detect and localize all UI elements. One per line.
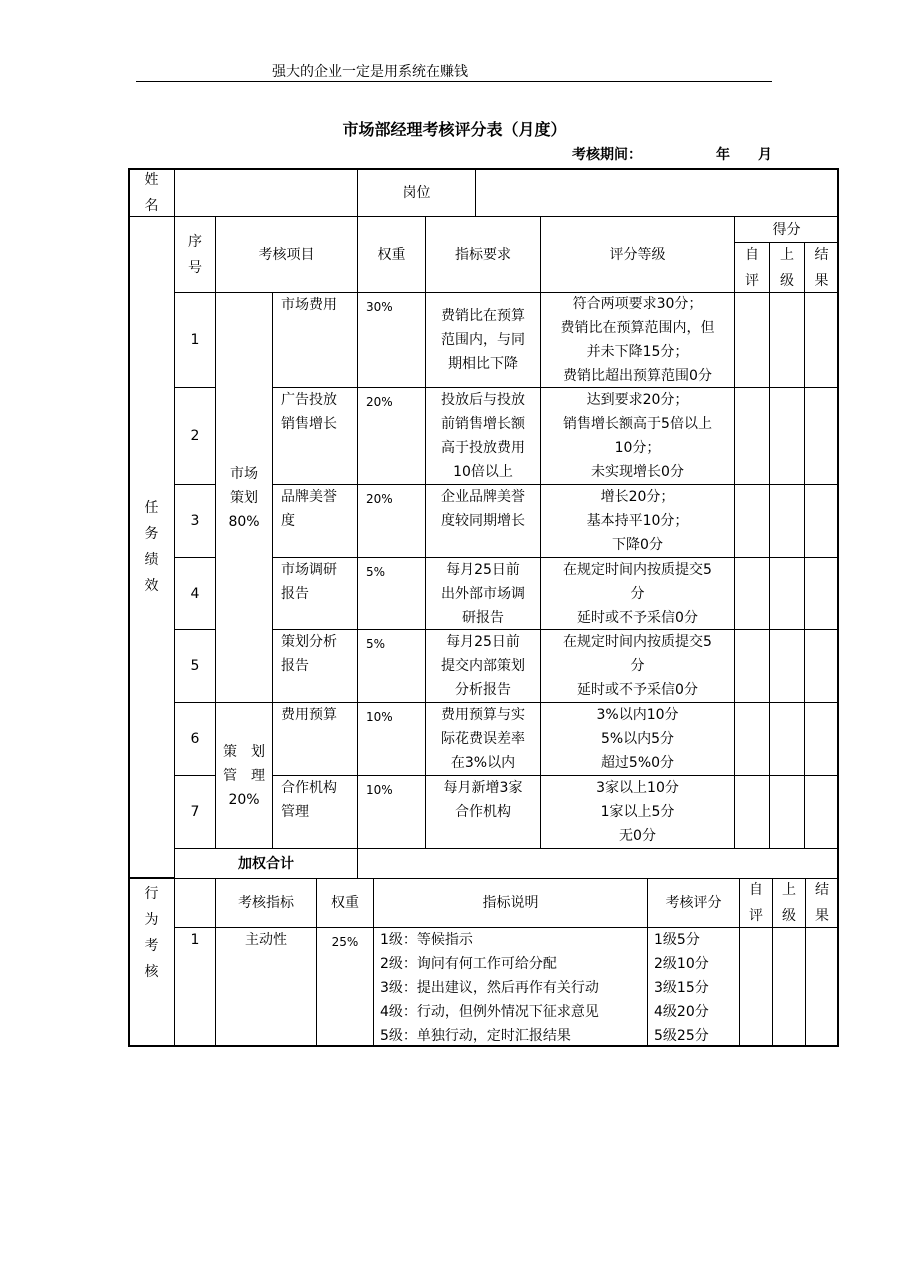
task-row-2-item: 广告投放 销售增长	[272, 387, 358, 485]
task-row-4-weight: 5%	[357, 557, 426, 630]
task-row-4-grading: 在规定时间内按质提交5 分 延时或不予采信0分	[540, 557, 735, 630]
task-header-weight: 权重	[357, 216, 426, 293]
period-year: 年	[716, 147, 730, 163]
table-outer-border	[128, 168, 839, 1047]
document-title: 市场部经理考核评分表（月度）	[342, 120, 567, 139]
weighted-total-label: 加权合计	[174, 848, 358, 879]
behavior-header-self: 自 评	[739, 878, 773, 928]
task-row-7-no: 7	[174, 775, 216, 849]
task-row-1-item: 市场费用	[272, 292, 358, 388]
behavior-header-indicator: 考核指标	[215, 878, 317, 928]
task-row-7-requirement: 每月新增3家 合作机构	[425, 775, 541, 849]
behavior-section-label: 行 为 考 核	[128, 878, 175, 1047]
behavior-header-description: 指标说明	[373, 878, 648, 928]
behavior-header-result: 结 果	[805, 878, 839, 928]
behavior-header-score: 考核评分	[647, 878, 740, 928]
task-row-6-no: 6	[174, 702, 216, 776]
behavior-header-superior: 上 级	[772, 878, 806, 928]
behavior-row-1-no: 1	[174, 927, 216, 1047]
task-header-seq: 序 号	[174, 216, 216, 293]
task-row-4-requirement: 每月25日前 出外部市场调 研报告	[425, 557, 541, 630]
task-row-2-requirement: 投放后与投放 前销售增长额 高于投放费用 10倍以上	[425, 387, 541, 485]
task-row-5-no: 5	[174, 629, 216, 703]
task-row-6-weight: 10%	[357, 702, 426, 776]
task-header-self: 自 评	[734, 242, 770, 293]
task-row-5-requirement: 每月25日前 提交内部策划 分析报告	[425, 629, 541, 703]
task-header-superior: 上 级	[769, 242, 805, 293]
task-row-3-no: 3	[174, 484, 216, 558]
task-row-6-grading: 3%以内10分 5%以内5分 超过5%0分	[540, 702, 735, 776]
task-row-7-weight: 10%	[357, 775, 426, 849]
task-row-4-item: 市场调研 报告	[272, 557, 358, 630]
task-header-score: 得分	[734, 216, 839, 243]
task-row-3-weight: 20%	[357, 484, 426, 558]
period-label: 考核期间：	[572, 147, 642, 163]
task-row-1-weight: 30%	[357, 292, 426, 388]
task-header-result: 结 果	[804, 242, 839, 293]
task-row-1-requirement: 费销比在预算 范围内，与同 期相比下降	[425, 292, 541, 388]
header-slogan: 强大的企业一定是用系统在赚钱	[272, 64, 468, 80]
behavior-header-weight: 权重	[316, 878, 374, 928]
task-row-5-item: 策划分析 报告	[272, 629, 358, 703]
task-row-7-item: 合作机构 管理	[272, 775, 358, 849]
task-row-1-grading: 符合两项要求30分； 费销比在预算范围内，但 并未下降15分； 费销比超出预算范围0分	[540, 292, 735, 388]
task-header-requirement: 指标要求	[425, 216, 541, 293]
position-label: 岗位	[357, 168, 476, 217]
task-row-6-item: 费用预算	[272, 702, 358, 776]
task-row-7-grading: 3家以上10分 1家以上5分 无0分	[540, 775, 735, 849]
group-market-planning: 市场 策划 80%	[215, 292, 273, 703]
task-row-2-weight: 20%	[357, 387, 426, 485]
task-header-grading: 评分等级	[540, 216, 735, 293]
task-row-4-no: 4	[174, 557, 216, 630]
task-row-6-requirement: 费用预算与实 际花费误差率 在3%以内	[425, 702, 541, 776]
behavior-row-1-score-levels: 1级5分 2级10分 3级15分 4级20分 5级25分	[647, 927, 740, 1047]
task-row-2-no: 2	[174, 387, 216, 485]
header-divider	[136, 81, 772, 82]
period-month: 月	[758, 147, 772, 163]
task-header-item: 考核项目	[215, 216, 358, 293]
behavior-row-1-weight: 25%	[316, 927, 374, 1047]
task-row-3-requirement: 企业品牌美誉 度较同期增长	[425, 484, 541, 558]
behavior-row-1-indicator: 主动性	[215, 927, 317, 1047]
task-row-5-grading: 在规定时间内按质提交5 分 延时或不予采信0分	[540, 629, 735, 703]
name-label: 姓 名	[128, 168, 175, 217]
task-row-3-grading: 增长20分； 基本持平10分； 下降0分	[540, 484, 735, 558]
task-row-2-grading: 达到要求20分； 销售增长额高于5倍以上 10分； 未实现增长0分	[540, 387, 735, 485]
behavior-row-1-description: 1级：等候指示 2级：询问有何工作可给分配 3级：提出建议，然后再作有关行动 4级：行动，但例外情况下征求意见 5级：单独行动，定时汇报结果	[373, 927, 648, 1047]
task-row-1-no: 1	[174, 292, 216, 388]
task-section-label: 任 务 绩 效	[128, 216, 175, 878]
task-row-5-weight: 5%	[357, 629, 426, 703]
task-row-3-item: 品牌美誉 度	[272, 484, 358, 558]
group-planning-management: 策 划 管 理 20%	[215, 702, 273, 849]
